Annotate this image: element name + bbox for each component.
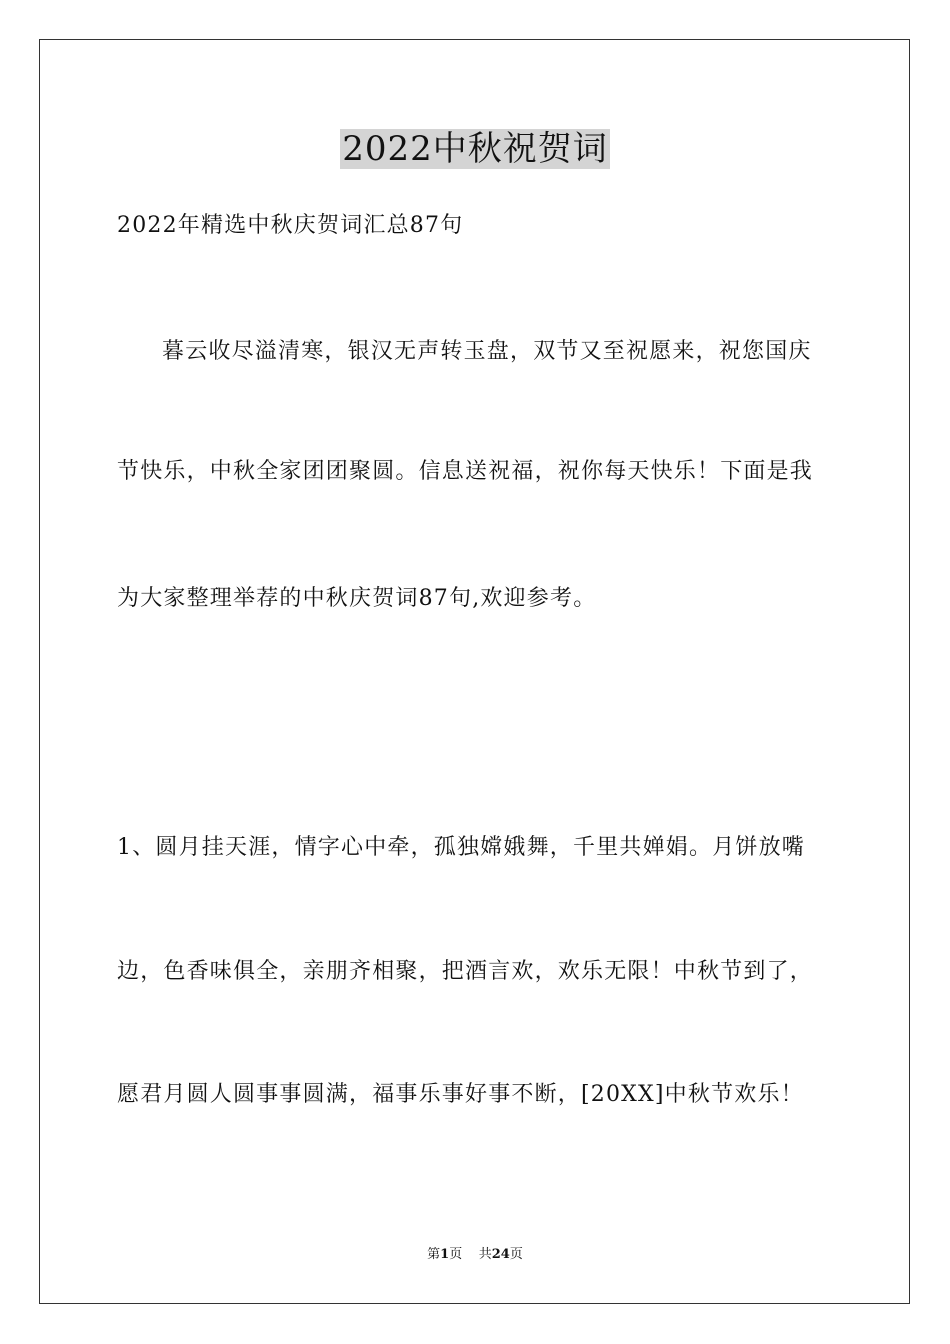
document-subtitle: 2022年精选中秋庆贺词汇总87句	[117, 213, 464, 238]
item-1-line-2: 边，色香味俱全，亲朋齐相聚，把酒言欢，欢乐无限！中秋节到了，	[117, 959, 814, 984]
page-number: 1	[440, 1247, 450, 1262]
total-prefix: 共	[478, 1247, 492, 1262]
page-footer	[0, 1246, 950, 1264]
intro-line-1: 暮云收尽溢清寒，银汉无声转玉盘，双节又至祝愿来，祝您国庆	[162, 339, 812, 364]
intro-line-3: 为大家整理举荐的中秋庆贺词87句,欢迎参考。	[117, 586, 597, 611]
total-suffix: 页	[509, 1247, 523, 1262]
document-title	[0, 125, 950, 173]
item-1-line-1: 1、圆月挂天涯，情字心中牵，孤独嫦娥舞，千里共婵娟。月饼放嘴	[117, 835, 805, 860]
item-1-line-3: 愿君月圆人圆事事圆满，福事乐事好事不断，[20XX]中秋节欢乐！	[117, 1082, 804, 1107]
intro-line-2: 节快乐，中秋全家团团聚圆。信息送祝福，祝你每天快乐！下面是我	[117, 459, 814, 484]
document-title-text: 2022中秋祝贺词	[342, 129, 608, 169]
total-pages: 24	[491, 1247, 510, 1262]
page-suffix: 页	[449, 1247, 463, 1262]
page-prefix: 第	[427, 1247, 441, 1262]
